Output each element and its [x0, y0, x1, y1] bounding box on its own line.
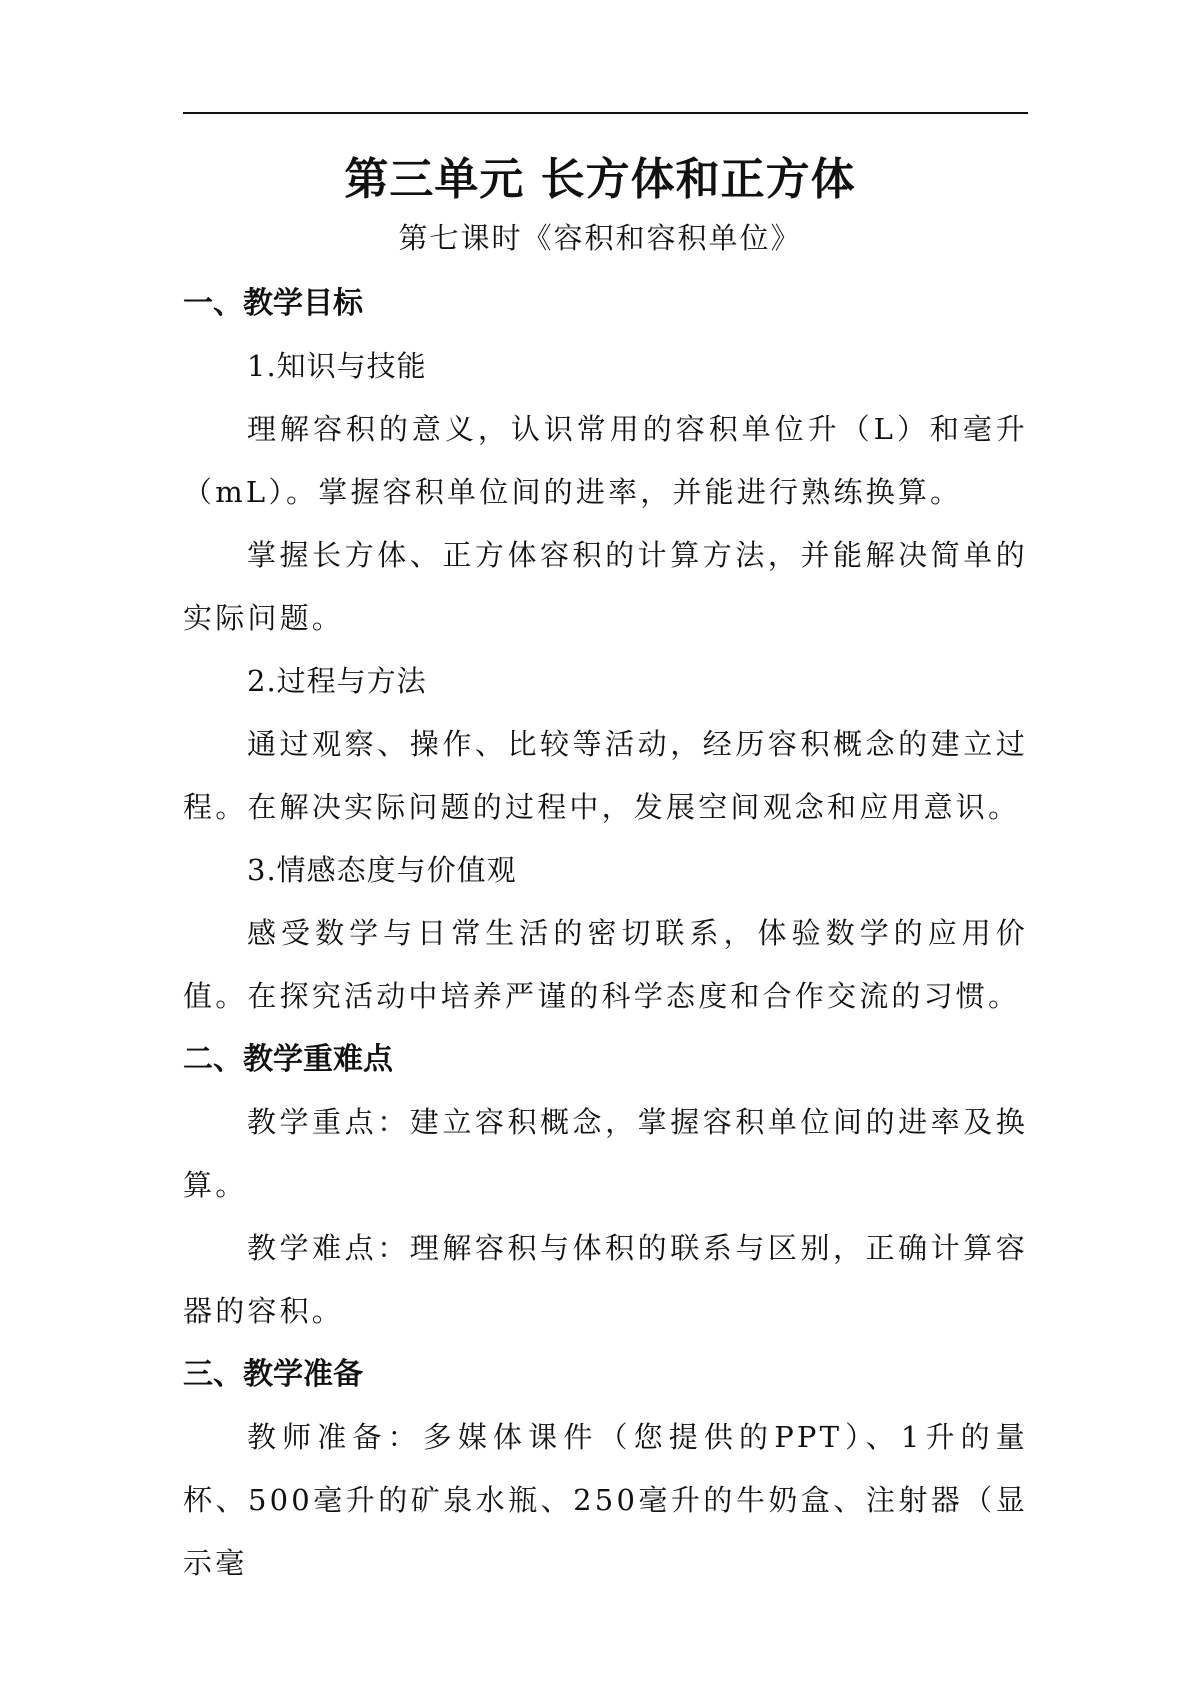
paragraph: 教学重点：建立容积概念，掌握容积单位间的进率及换算。	[183, 1105, 1028, 1202]
section-heading: 二、教学重难点	[183, 1042, 393, 1077]
section-heading: 一、教学目标	[183, 286, 363, 321]
paragraph: 理解容积的意义，认识常用的容积单位升（L）和毫升（mL）。掌握容积单位间的进率，并能进行熟练换算。	[183, 412, 1028, 509]
header-rule	[183, 112, 1028, 114]
section-heading: 三、教学准备	[183, 1357, 363, 1392]
paragraph: 掌握长方体、正方体容积的计算方法，并能解决简单的实际问题。	[183, 538, 1028, 635]
subsection-heading: 3.情感态度与价值观	[247, 853, 517, 887]
subsection-heading: 1.知识与技能	[247, 349, 427, 383]
document-title: 第三单元 长方体和正方体	[344, 154, 856, 205]
document-body	[183, 272, 1028, 1595]
section-key-points	[183, 1028, 1028, 1343]
section-preparation	[183, 1343, 1028, 1595]
paragraph: 通过观察、操作、比较等活动，经历容积概念的建立过程。在解决实际问题的过程中，发展空间观念和应用意识。	[183, 727, 1028, 824]
paragraph: 教学难点：理解容积与体积的联系与区别，正确计算容器的容积。	[183, 1231, 1028, 1328]
section-teaching-goals	[183, 272, 1028, 1028]
paragraph: 教师准备：多媒体课件（您提供的PPT）、1升的量杯、500毫升的矿泉水瓶、250毫升的牛奶盒、注射器（显示毫	[183, 1420, 1028, 1580]
subsection-heading: 2.过程与方法	[247, 664, 427, 698]
paragraph: 感受数学与日常生活的密切联系，体验数学的应用价值。在探究活动中培养严谨的科学态度和合作交流的习惯。	[183, 916, 1028, 1013]
document-subtitle: 第七课时《容积和容积单位》	[398, 221, 802, 255]
